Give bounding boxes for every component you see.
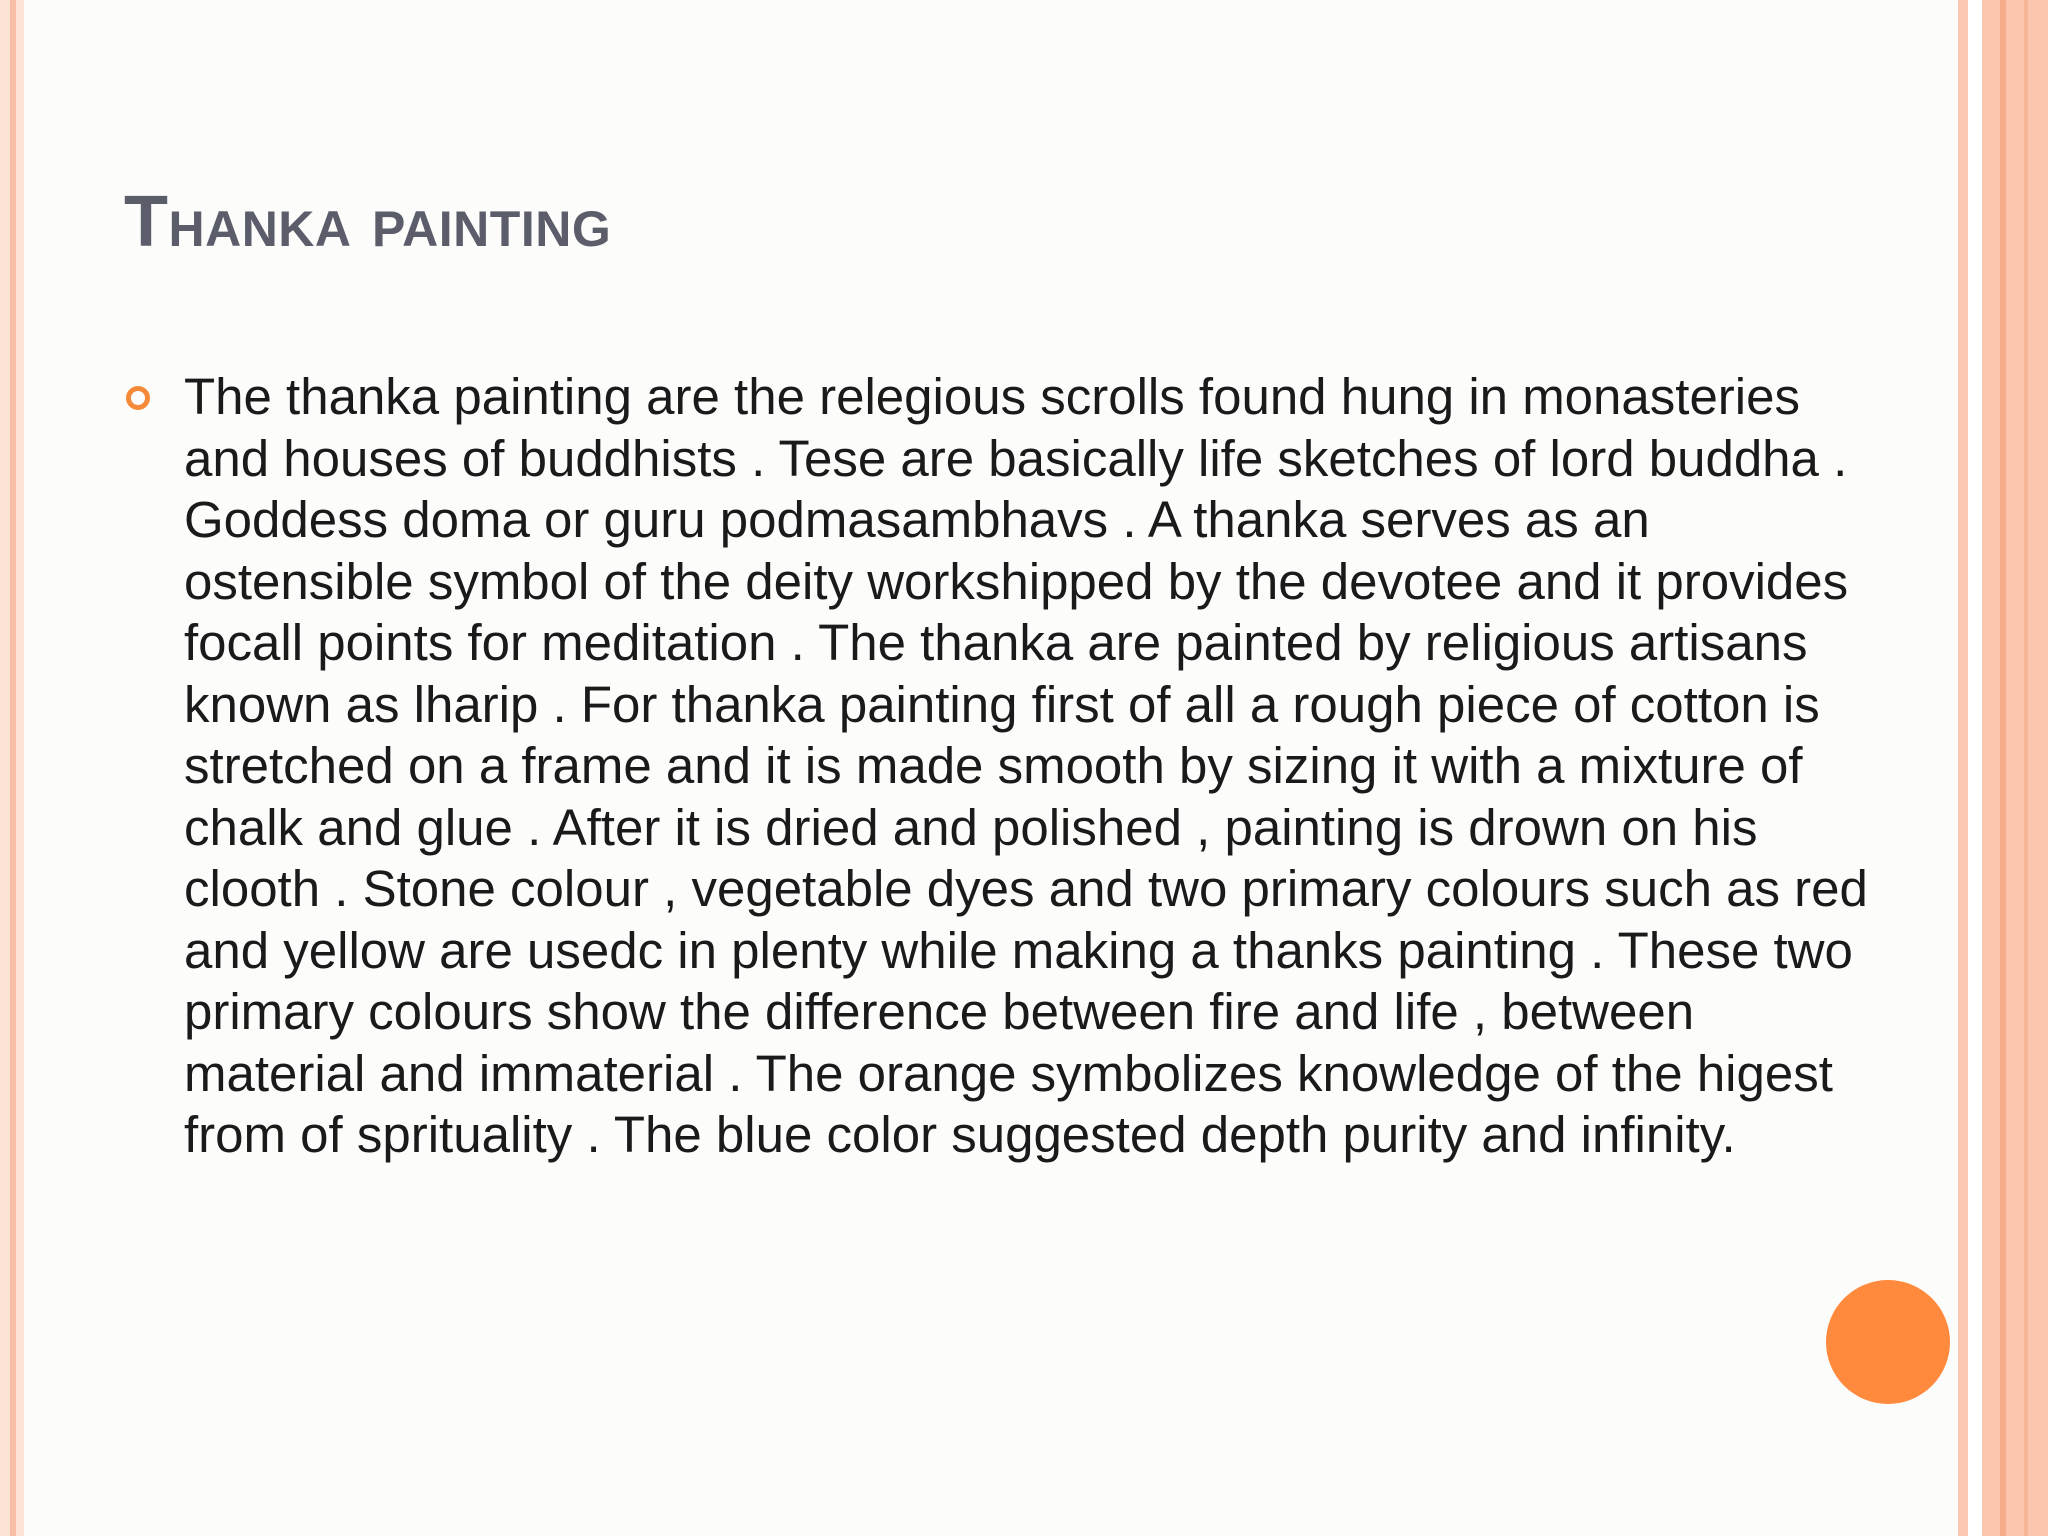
- decorative-circle: [1826, 1280, 1950, 1404]
- bullet-text: The thanka painting are the relegious scrolls found hung in monasteries and houses of buddhists . Tese are basically life sketches of lord buddha . Goddess doma or guru podmasambhavs . A thanka serves as an ostensible symbol of the deity workshipped by the devotee and it provides focall points for meditation . The thanka are painted by religious artisans known as lharip . For thanka painting first of all a rough piece of cotton is stretched on a frame and it is made smooth by sizing it with a mixture of chalk and glue . After it is dried and polished , painting is drown on his clooth . Stone colour , vegetable dyes and two primary colours such as red and yellow are usedc in plenty while making a thanks painting . These two primary colours show the difference between fire and life , between material and immaterial . The orange symbolizes knowledge of the higest from of sprituality . The blue color suggested depth purity and infinity.: [184, 368, 1868, 1163]
- bullet-item: [120, 366, 1868, 1166]
- left-border-line: [10, 0, 16, 1536]
- right-border-line-outer: [2024, 0, 2028, 1536]
- circle-bullet-icon: [126, 386, 150, 410]
- right-border-line: [2000, 0, 2006, 1536]
- right-border-band: [1982, 0, 2048, 1536]
- right-border-stripe: [1958, 0, 1968, 1536]
- right-border-gap: [1968, 0, 1982, 1536]
- slide-content: [120, 366, 1868, 1166]
- slide-title: Thanka painting: [124, 182, 612, 262]
